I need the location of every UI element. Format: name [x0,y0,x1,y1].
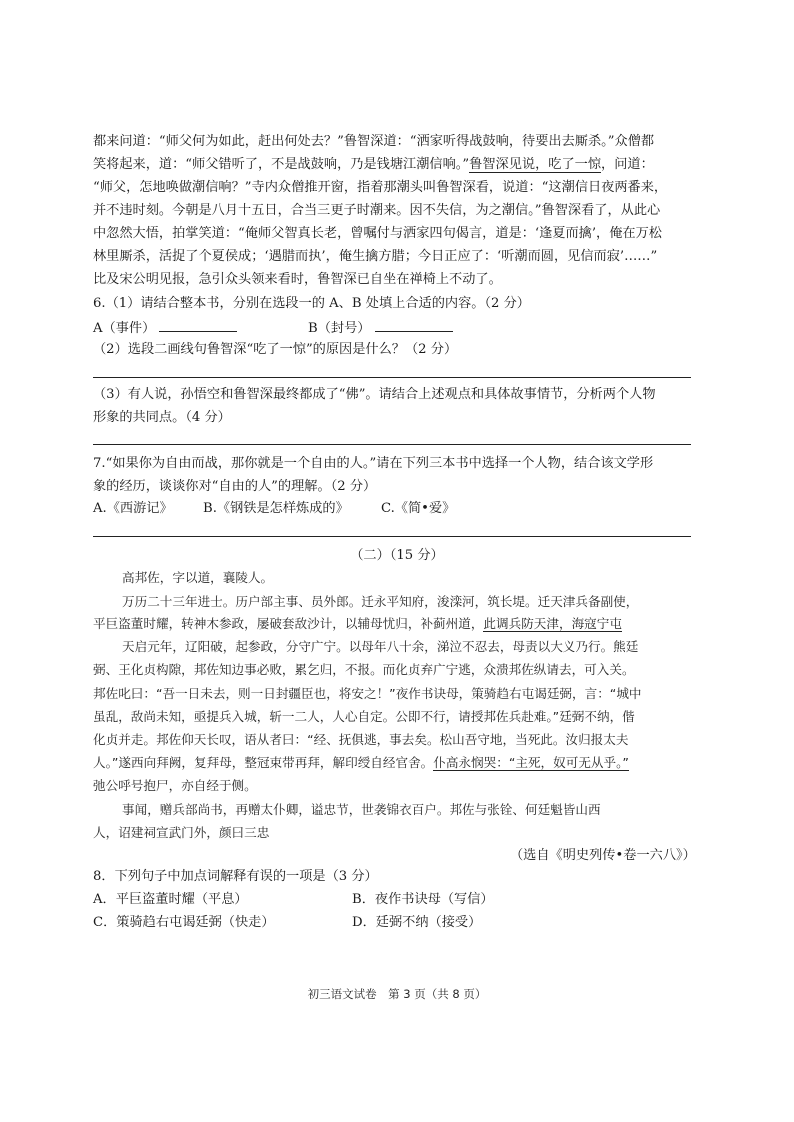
passage-line-2-tail: ，问道： [601,157,654,172]
q8-option-a: A．平巨盗董时耀（平息） [93,892,248,907]
q6-b-blank[interactable] [375,318,453,332]
q6-b-label: B（封号） [308,321,371,336]
section-heading: （二）（15 分） [350,548,444,563]
classical-line-4: 天启元年，辽阳破，起参政，分守广宁。以母年八十余，涕泣不忍去，母责以大义乃行。熊廷 [122,639,639,654]
classical-line-1: 高邦佐，字以道，襄陵人。 [122,570,274,585]
q7-answer-line[interactable] [93,536,691,537]
classical-line-9-head: 人。”遂西向拜阙，复拜母，整冠束带再拜，解印绶自经官舍。 [93,755,434,770]
q6-a-label: A（事件） [93,321,156,336]
classical-line-3-head: 平巨盗董时耀，转神木参政，屡破套敌沙计，以辅母忧归，补蓟州道， [93,616,484,631]
q6-fill-row-b [308,318,453,339]
page-footer: 初三语文试卷 第 3 页（共 8 页） [307,987,487,1001]
passage-line-5: 中忽然大悟，拍掌笑道：“俺师父智真长老，曾嘱付与洒家四句偈言，道是：‘逢夏而擒’，俺在万松 [93,226,662,241]
classical-line-11: 事闻，赠兵部尚书，再赠太仆卿，谥忠节，世袭锦衣百户。邦佐与张铨、何廷魁皆山西 [122,802,601,817]
q8-option-c: C．策骑趋右屯谒廷弼（快走） [93,915,275,930]
classical-line-9 [93,753,629,773]
q6-stem: 6.（1）请结合整本书，分别在选段一的 A、B 处填上合适的内容。（2 分） [93,296,530,311]
classical-line-5: 弼、王化贞构隙，邦佐知边事必败，累乞归，不报。而化贞弃广宁逃，众溃邦佐纵请去，可入关。 [93,662,635,677]
passage-line-2-head: 笑将起来，道：“师父错听了，不是战鼓响，乃是钱塘江潮信响。” [93,157,470,172]
classical-line-12: 人，诏建祠宣武门外，颜曰三忠 [93,825,270,840]
q6-part3-answer-line[interactable] [93,444,691,445]
classical-line-3 [93,614,622,634]
source-citation: （选自《明史列传•卷一六八》） [510,848,696,863]
classical-line-8: 化贞并走。邦佐仰天长叹，语从者曰：“经、抚俱逃，事去矣。松山吾守地，当死此。汝归报太夫 [93,732,629,747]
q8-stem: 8．下列句子中加点词解释有误的一项是（3 分） [93,869,378,884]
q6-fill-row [93,318,237,339]
q7-line2: 象的经历，谈谈你对“自由的人”的理解。（2 分） [93,479,377,494]
q6-part2: （2）选段二画线句鲁智深“吃了一惊”的原因是什么？（2 分） [93,342,458,357]
passage-line-3: “师父，怎地唤做潮信响？”寺内众僧推开窗，指着那潮头叫鲁智深看，说道：“这潮信日夜两番来， [93,180,668,195]
q7-option-a: A.《西游记》 [93,501,173,516]
underlined-sentence: 鲁智深见说，吃了一惊 [469,157,602,172]
q6-part3-line1: （3）有人说，孙悟空和鲁智深最终都成了“佛”。请结合上述观点和具体故事情节，分析两个人物 [93,387,656,402]
q6-a-blank[interactable] [159,318,237,332]
passage-line-1: 都来问道：“师父何为如此，赶出何处去？”鲁智深道：“洒家听得战鼓响，待要出去厮杀。”众僧都 [93,134,655,149]
classical-line-2: 万历二十三年进士。历户部主事、员外郎。迁永平知府，浚滦河，筑长堤。迁天津兵备副使， [122,594,639,609]
passage-line-6: 林里厮杀，活捉了个夏侯成；‘遇腊而执’，俺生擒方腊；今日正应了：‘听潮而圆，见信而寂’……” [93,249,658,264]
q6-part3-line2: 形象的共同点。（4 分） [93,410,231,425]
classical-underlined-2: 仆高永悯哭：“主死，奴可无从乎。” [433,755,629,770]
classical-line-7: 虽乱，敌尚未知，亟提兵入城，斩一二人，人心自定。公即不行，请授邦佐兵赴难。”廷弼不纳，偕 [93,709,635,724]
q7-option-b: B.《钢铁是怎样炼成的》 [203,501,349,516]
q6-part2-answer-line[interactable] [93,377,691,378]
q7-line1: 7.“如果你为自由而战，那你就是一个自由的人。”请在下列三本书中选择一个人物，结合该文学形 [93,456,654,471]
classical-line-10: 弛公呼号抱尸，亦自经于侧。 [93,778,257,793]
q8-option-d: D．廷弼不纳（接受） [352,915,482,930]
passage-line-7: 比及宋公明见报，急引众头领来看时，鲁智深已自坐在禅椅上不动了。 [93,272,502,287]
passage-line-2 [93,155,654,175]
q7-option-c: C.《简•爱》 [381,501,456,516]
classical-underlined-1: 此调兵防天津，海寇宁屯 [483,616,622,631]
passage-line-4: 并不违时刻。今朝是八月十五日，合当三更子时潮来。因不失信，为之潮信。”鲁智深看了，从此心 [93,203,661,218]
classical-line-6: 邦佐叱曰：“吾一日未去，则一日封疆臣也，将安之！”夜作书诀母，策骑趋右屯谒廷弼，言：“城中 [93,686,642,701]
q8-option-b: B．夜作书诀母（写信） [352,892,494,907]
